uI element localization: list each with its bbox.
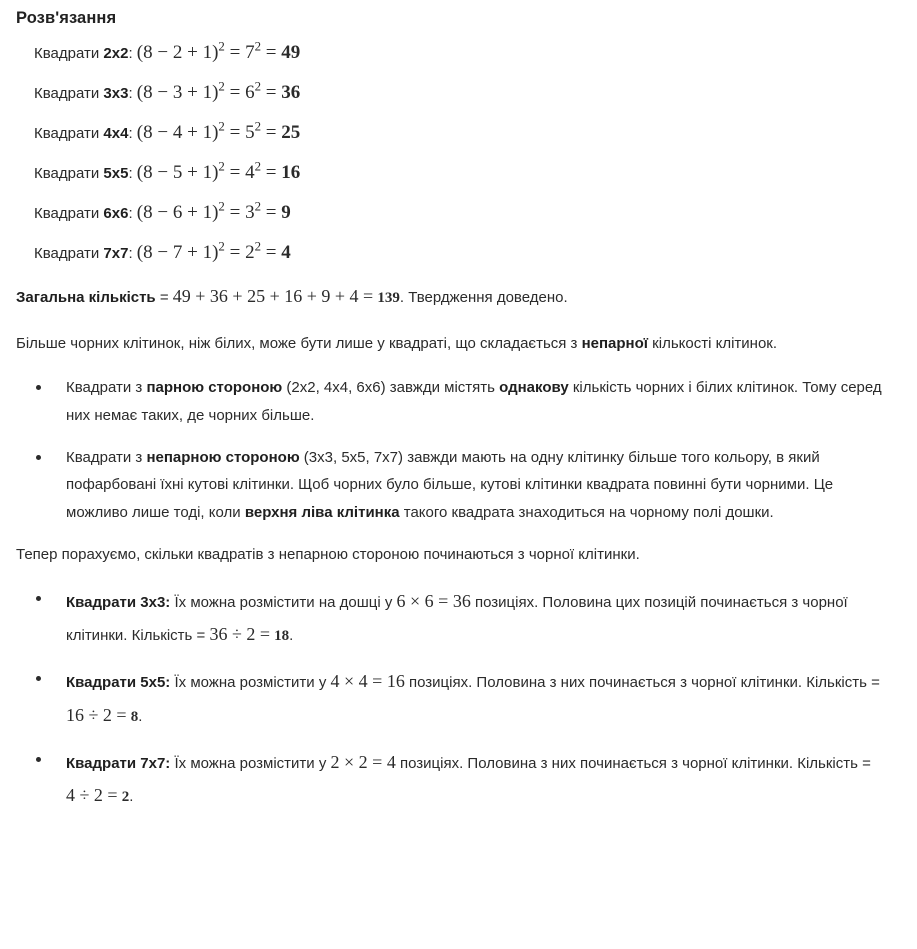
formula-prefix: Квадрати [34, 245, 100, 263]
expr-minus: − [157, 42, 169, 64]
expr-minus: − [157, 242, 169, 264]
expr-open: (8 [136, 202, 153, 224]
expr-base: 6 [245, 82, 255, 104]
count-bullet-text-1: Їх можна розмістити у [170, 674, 331, 692]
formula-row [16, 119, 883, 144]
formula-size: 3x3 [103, 85, 129, 103]
expr-base-exponent: 2 [254, 239, 262, 255]
count-bullet-math-1: 2 × 2 = 4 [330, 751, 396, 772]
expr-one: 1) [202, 242, 219, 264]
expr-open: (8 [136, 242, 153, 264]
expr-base: 2 [245, 242, 255, 264]
total-sum-expression: 49 + 36 + 25 + 16 + 9 + 4 = [172, 286, 374, 307]
count-bullet-result: 2 [121, 789, 130, 806]
formula-colon: : [128, 245, 133, 263]
expr-base: 3 [245, 202, 255, 224]
count-bullet-tail: . [129, 788, 134, 806]
count-bullet-result: 18 [274, 627, 290, 644]
expr-subtrahend: 7 [172, 242, 183, 264]
intro-part-2: кількості клітинок. [648, 335, 778, 353]
expr-plus: + [187, 242, 198, 264]
bullet-part-3: кількість чорних і білих клітинок. Тому серед них немає таких, де чорних більше. [66, 379, 882, 424]
expr-one: 1) [202, 42, 219, 64]
expr-exponent: 2 [218, 39, 225, 55]
formula-expression [136, 79, 301, 104]
expr-base-exponent: 2 [254, 79, 262, 95]
count-bullet-math-2: 4 ÷ 2 = [66, 785, 118, 806]
expr-equals-1: = [229, 82, 241, 104]
total-equals: = [159, 289, 169, 307]
count-bullet-text-2: позиціях. Половина з них починається з чорної клітинки. Кількість = [395, 754, 871, 772]
formula-result: 16 [281, 162, 301, 184]
formula-expression [136, 239, 291, 264]
formula-label [34, 45, 137, 62]
count-bullet-label: Квадрати 7x7: [66, 754, 171, 772]
formula-prefix: Квадрати [34, 205, 100, 223]
count-bullet-text-2: позиціях. Половина цих позицій починається з чорної клітинки. Кількість = [66, 593, 848, 644]
expr-minus: − [157, 122, 169, 144]
expr-equals-2: = [265, 122, 277, 144]
expr-plus: + [187, 202, 198, 224]
formula-result: 49 [281, 42, 301, 64]
expr-plus: + [187, 162, 198, 184]
bullet-part-2: (3x3, 5x5, 7x7) завжди мають на одну клітинку більше того кольору, в який пофарбовані їхні кутові клітинки. Щоб чорних було більше, кутові клітинки квадрата повинні бути чорними. Це можливо лише тоді, коли [66, 448, 834, 522]
formula-expression [136, 39, 301, 64]
list-item [16, 746, 883, 813]
expr-one: 1) [202, 122, 219, 144]
formula-size: 2x2 [103, 45, 129, 63]
bullet-part-1: Квадрати з [66, 379, 147, 397]
expr-one: 1) [202, 162, 219, 184]
expr-exponent: 2 [218, 199, 225, 215]
formula-label [34, 165, 137, 182]
count-bullet-text-1: Їх можна розмістити у [170, 754, 331, 772]
expr-minus: − [157, 82, 169, 104]
formula-colon: : [128, 125, 133, 143]
expr-subtrahend: 3 [172, 82, 183, 104]
expr-exponent: 2 [218, 239, 225, 255]
count-bullet-label: Квадрати 3x3: [66, 593, 171, 611]
formula-row [16, 159, 883, 184]
intro-paragraph [16, 330, 883, 358]
expr-exponent: 2 [218, 79, 225, 95]
formula-expression [136, 199, 291, 224]
count-bullet-math-1: 4 × 4 = 16 [330, 671, 405, 692]
formula-result: 4 [281, 242, 291, 264]
bullet-bold-1: парною стороною [146, 379, 283, 397]
expr-base-exponent: 2 [254, 199, 262, 215]
count-intro-paragraph: Тепер порахуємо, скільки квадратів з непарною стороною починаються з чорної клітинки. [16, 545, 640, 563]
bullet-bold-1: непарною стороною [146, 448, 300, 466]
formula-label [34, 205, 137, 222]
expr-equals-2: = [265, 162, 277, 184]
formula-label [34, 125, 137, 142]
count-bullet-tail: . [138, 707, 143, 725]
expr-equals-1: = [229, 122, 241, 144]
formula-colon: : [128, 85, 133, 103]
total-result: 139 [377, 290, 400, 307]
expr-open: (8 [136, 122, 153, 144]
list-item [16, 665, 883, 732]
expr-open: (8 [136, 82, 153, 104]
expr-plus: + [187, 42, 198, 64]
expr-open: (8 [136, 42, 153, 64]
expr-equals-1: = [229, 202, 241, 224]
formula-colon: : [128, 205, 133, 223]
formula-prefix: Квадрати [34, 125, 100, 143]
count-bullet-math-2: 16 ÷ 2 = [66, 704, 127, 725]
formula-result: 9 [281, 202, 291, 224]
total-count-line [16, 283, 883, 310]
expr-subtrahend: 4 [172, 122, 183, 144]
expr-base-exponent: 2 [254, 119, 262, 135]
count-bullet-list [16, 585, 883, 813]
expr-base-exponent: 2 [254, 39, 262, 55]
expr-open: (8 [136, 162, 153, 184]
total-label: Загальна кількість [16, 289, 156, 307]
count-bullet-result: 8 [130, 708, 139, 725]
formula-label [34, 245, 137, 262]
formula-colon: : [128, 165, 133, 183]
formula-row [16, 239, 883, 264]
intro-part-1: Більше чорних клітинок, ніж білих, може бути лише у квадраті, що складається з [16, 335, 582, 353]
expr-equals-1: = [229, 162, 241, 184]
expr-equals-2: = [265, 42, 277, 64]
expr-one: 1) [202, 82, 219, 104]
bullet-bold-2: верхня ліва клітинка [244, 504, 400, 522]
formula-expression [136, 119, 301, 144]
formula-label [34, 85, 137, 102]
formula-row [16, 79, 883, 104]
count-bullet-math-2: 36 ÷ 2 = [209, 623, 270, 644]
expr-subtrahend: 2 [172, 42, 183, 64]
bullet-part-3: такого квадрата знаходиться на чорному полі дошки. [399, 504, 774, 522]
expr-exponent: 2 [218, 119, 225, 135]
parity-bullet-list [16, 374, 883, 527]
list-item [16, 585, 883, 652]
expr-subtrahend: 5 [172, 162, 183, 184]
formula-prefix: Квадрати [34, 45, 100, 63]
formula-row [16, 39, 883, 64]
expr-subtrahend: 6 [172, 202, 183, 224]
expr-one: 1) [202, 202, 219, 224]
count-bullet-text-2: позиціях. Половина з них починається з чорної клітинки. Кількість = [404, 674, 880, 692]
bullet-part-2: (2x2, 4x4, 6x6) завжди містять [282, 379, 500, 397]
intro-bold: непарної [581, 335, 649, 353]
formula-colon: : [128, 45, 133, 63]
formula-size: 7x7 [103, 245, 129, 263]
list-item [16, 444, 883, 527]
expr-equals-1: = [229, 242, 241, 264]
count-bullet-math-1: 6 × 6 = 36 [396, 590, 471, 611]
formula-expression [136, 159, 301, 184]
formula-row [16, 199, 883, 224]
expr-base: 7 [245, 42, 255, 64]
bullet-part-1: Квадрати з [66, 448, 147, 466]
page-title: Розв'язання [16, 9, 117, 27]
formula-prefix: Квадрати [34, 165, 100, 183]
expr-equals-2: = [265, 242, 277, 264]
count-bullet-tail: . [289, 626, 294, 644]
formula-size: 5x5 [103, 165, 129, 183]
expr-equals-1: = [229, 42, 241, 64]
expr-equals-2: = [265, 202, 277, 224]
expr-equals-2: = [265, 82, 277, 104]
count-bullet-text-1: Їх можна розмістити на дошці у [170, 593, 397, 611]
formula-prefix: Квадрати [34, 85, 100, 103]
formula-result: 25 [281, 122, 301, 144]
total-tail: . Твердження доведено. [399, 289, 568, 307]
count-bullet-label: Квадрати 5x5: [66, 674, 171, 692]
expr-minus: − [157, 202, 169, 224]
formula-size: 4x4 [103, 125, 129, 143]
expr-exponent: 2 [218, 159, 225, 175]
expr-minus: − [157, 162, 169, 184]
expr-base-exponent: 2 [254, 159, 262, 175]
bullet-bold-2: однакову [499, 379, 569, 397]
list-item [16, 374, 883, 430]
expr-base: 4 [245, 162, 255, 184]
formula-result: 36 [281, 82, 301, 104]
expr-plus: + [187, 82, 198, 104]
expr-base: 5 [245, 122, 255, 144]
formula-size: 6x6 [103, 205, 129, 223]
formula-list [16, 39, 883, 264]
expr-plus: + [187, 122, 198, 144]
